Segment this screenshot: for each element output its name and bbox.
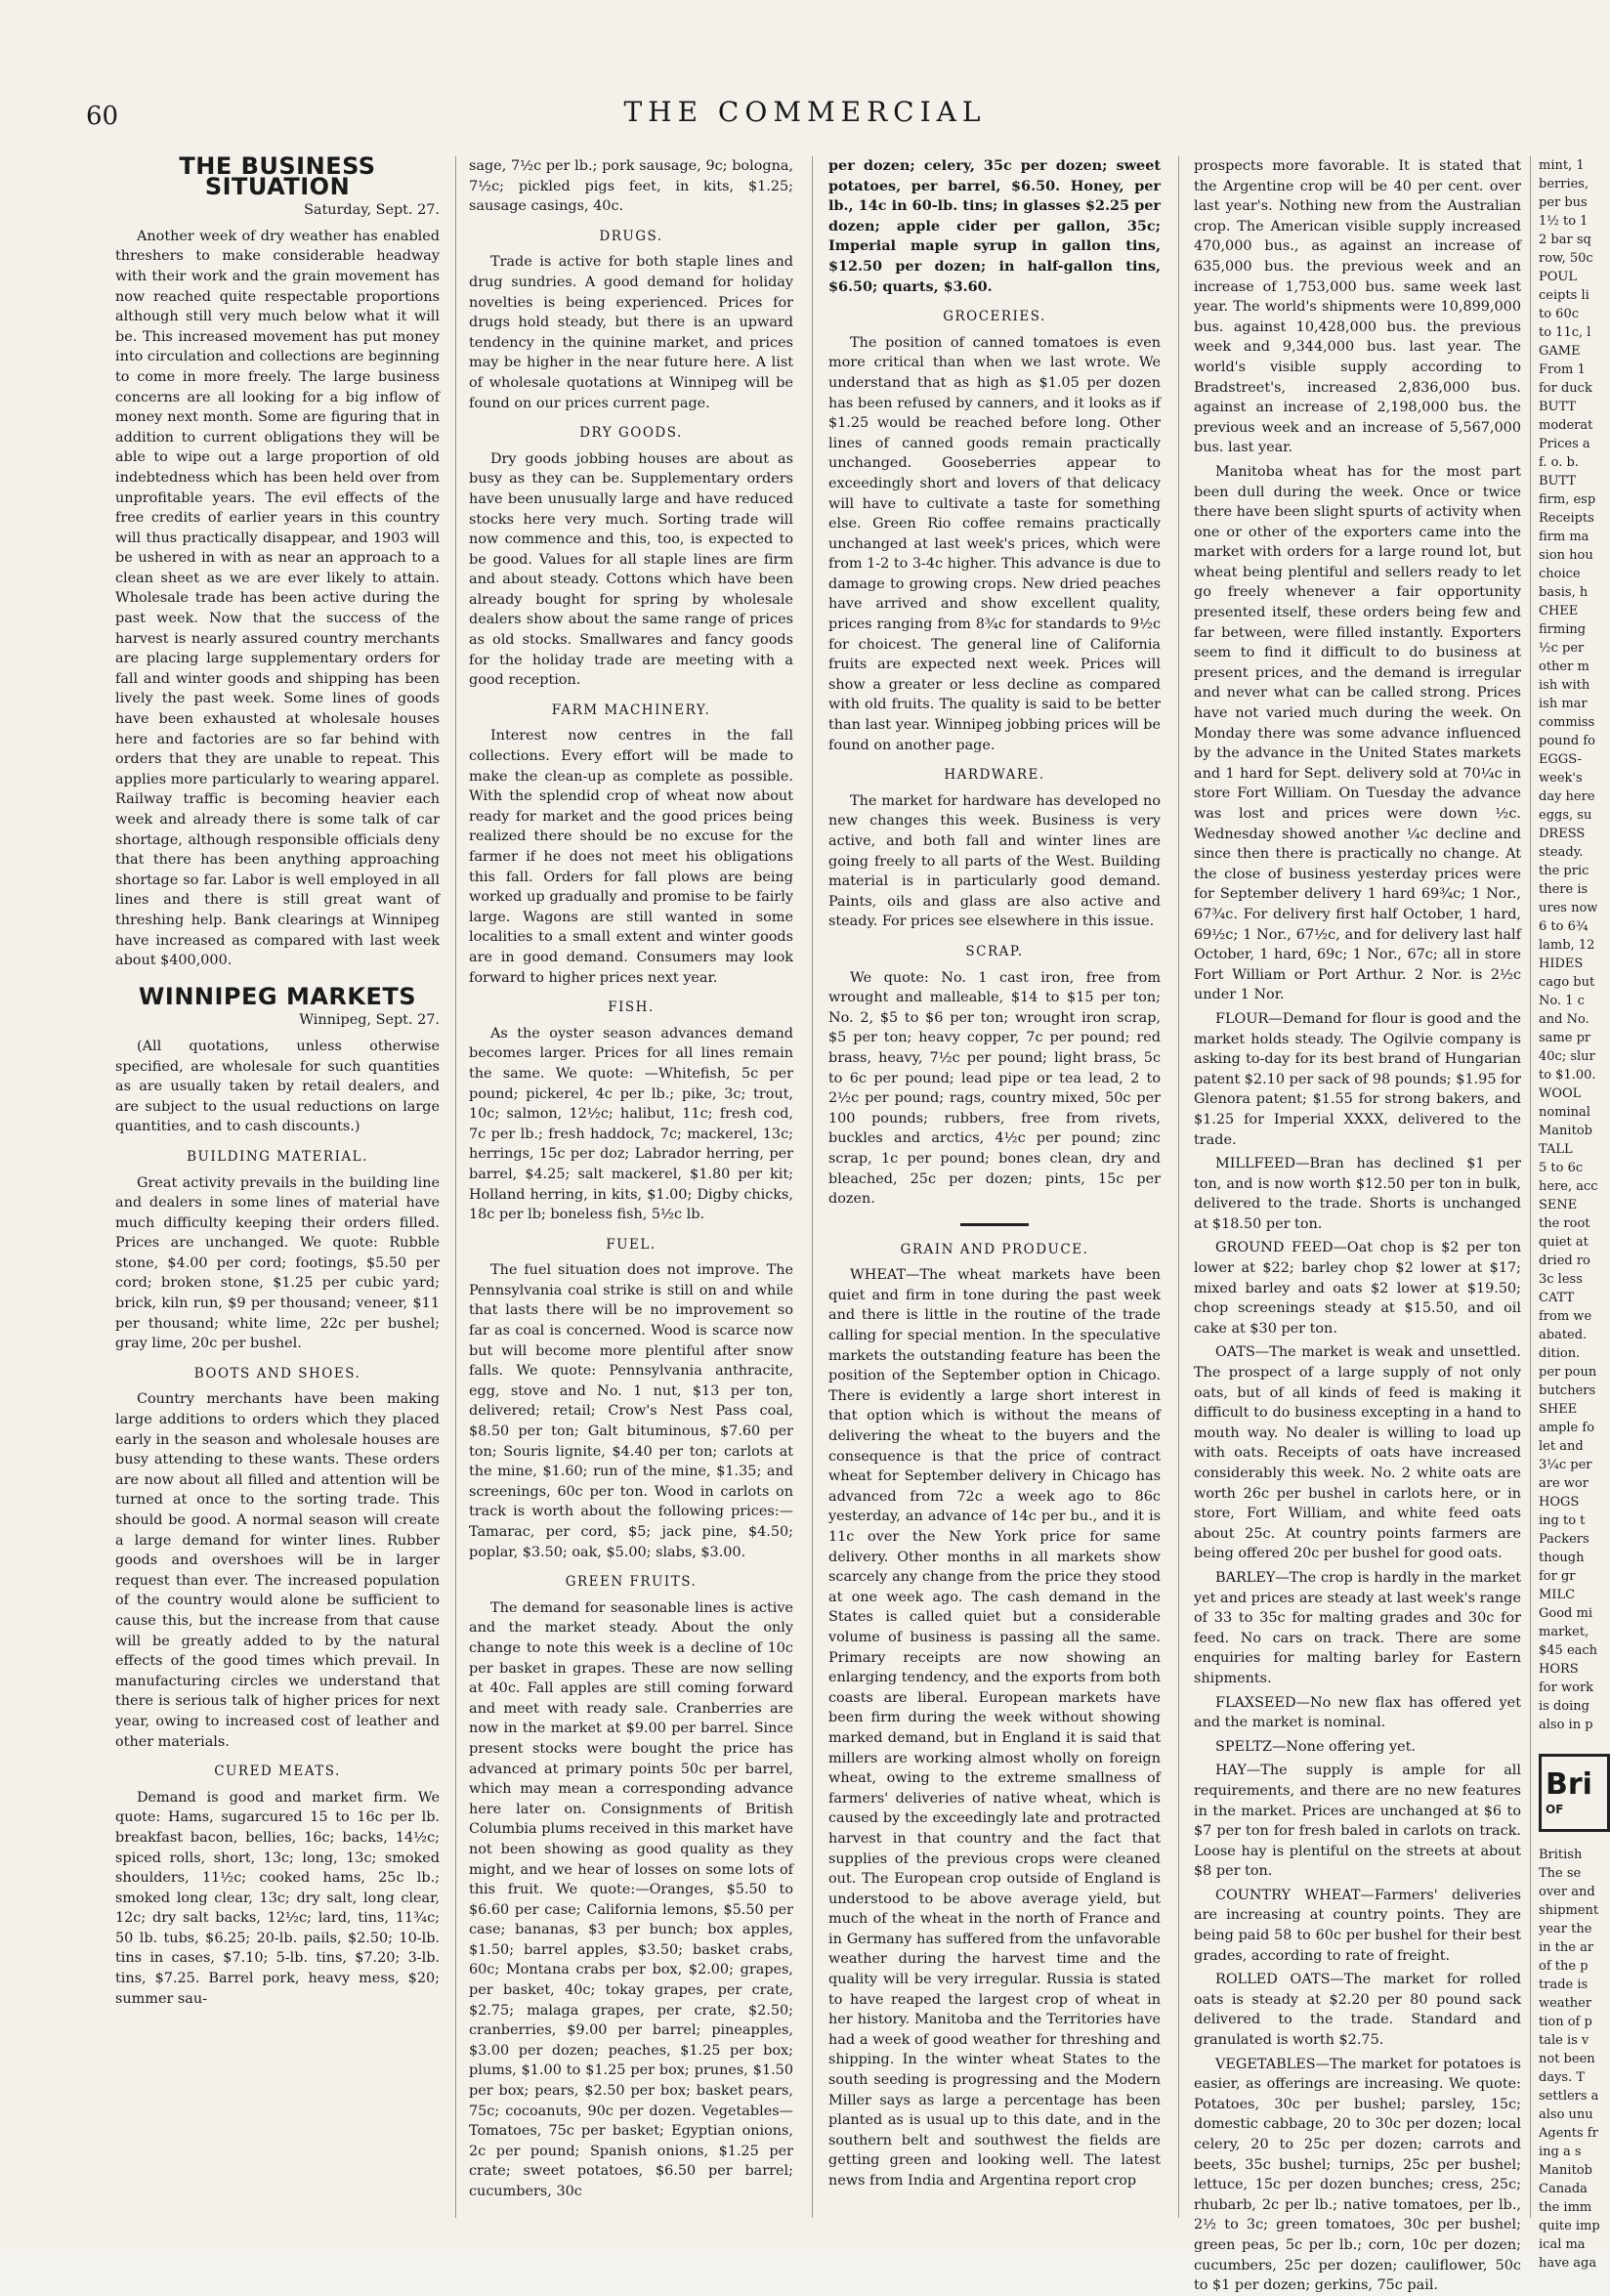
cropped-line: lamb, 12 xyxy=(1539,938,1595,953)
section-text: Trade is active for both staple lines and drug sundries. A good demand for holiday novelties is being experienced. Prices for drugs hold steady, but there is an upward tendency in the quinine market, and prices may be higher in the near future here. A list of wholesale quotations at Winnipeg will be found on our prices current page. xyxy=(469,254,793,411)
cropped-line: BUTT xyxy=(1539,474,1577,489)
cropped-line: ceipts li xyxy=(1539,288,1589,303)
paragraph: ROLLED OATS—The market for rolled oats is steady at $2.20 per 80 pound sack delivered to the trade. Standard and granulated is worth $2.75. xyxy=(1194,1972,1521,2049)
cropped-line: per poun xyxy=(1539,1365,1597,1380)
cropped-line: EGGS- xyxy=(1539,752,1583,767)
cropped-line: Canada xyxy=(1539,2182,1588,2196)
cropped-line: 6 to 6¾ xyxy=(1539,919,1589,934)
cropped-line: choice xyxy=(1539,567,1581,581)
cropped-line: steady. xyxy=(1539,845,1584,860)
section-text: Demand is good and market firm. We quote: Hams, sugarcured 15 to 16c per lb. breakfast bacon, bellies, 16c; backs, 14½c; spiced rolls, short, 13c; long, 13c; smoked shoulders, 11½c; cooked hams, 25c lb.; smoked long clear, 13c; dry salt, long clear, 12c; dry salt backs, 12½c; lard, tins, 11¾c; 50 lb. tubs, $6.25; 20-lb. pails, $2.50; 10-lb. tins in cases, $7.10; 5-lb. tins, $7.20; 3-lb. tins, $7.25. Barrel pork, heavy mess, $20; summer sau- xyxy=(115,1789,440,2007)
cropped-line: From 1 xyxy=(1539,362,1586,377)
masthead: THE COMMERCIAL xyxy=(623,96,987,128)
cropped-line: British xyxy=(1539,1848,1583,1862)
cropped-line: Agents fr xyxy=(1539,2126,1598,2141)
cropped-line: ures now xyxy=(1539,901,1598,915)
cropped-line: Good mi xyxy=(1539,1606,1592,1621)
cropped-line: per bus xyxy=(1539,195,1588,210)
cropped-line: ing a s xyxy=(1539,2145,1582,2159)
paragraph: Manitoba wheat has for the most part been dull during the week. Once or twice there have been slight spurts of activity when one or other of the exporters came into the market with orders for a large round lot, but wheat being plentiful and sellers ready to let go freely whenever a fair opportunity presented itself, these orders being few and far between, were filled instantly. Exporters seem to find it difficult to do business at present prices, and the demand is irregular and never what can be called strong. Prices have not varied much during the week. On Monday there was some advance influenced by the advance in the United States markets and 1 hard for Sept. delivery sold at 70¼c in store Fort William. On Tuesday the advance was lost and prices were down ½c. Wednesday showed another ¼c decline and since then there is practically no change. At the close of business yesterday prices were for September delivery 1 hard 69¾c; 1 Nor., 67¾c. For delivery first half October, 1 hard, 69½c; 1 Nor., 67½c, and for delivery last half October, 1 hard, 69c; 1 Nor., 67c; all in store Fort William or Port Arthur. 2 Nor. is 2½c under 1 Nor. xyxy=(1194,463,1521,1003)
cropped-line: quite imp xyxy=(1539,2219,1600,2233)
cropped-line: settlers a xyxy=(1539,2089,1599,2104)
cropped-line: dition. xyxy=(1539,1346,1581,1361)
cropped-line: abated. xyxy=(1539,1328,1588,1342)
advert-box xyxy=(1539,1754,1610,1832)
column-rule xyxy=(1178,156,1179,2218)
cropped-line: there is xyxy=(1539,882,1589,897)
section-text: The demand for seasonable lines is active and the market steady. About the only change to note this week is a decline of 10c per basket in grapes. These are now selling at 40c. Fall apples are still coming forward and meet with ready sale. Cranberries are now in the market at $9.00 per barrel. Since present stocks were bought the price has advanced at primary points 50c per barrel, which may mean a corresponding advance here later on. Consignments of British Columbia plums received in this market have not been showing as good quality as they might, and we hear of losses on some lots of this fruit. We quote:—Oranges, $5.50 to $6.60 per case; California lemons, $5.50 per case; bananas, $3 per bunch; box apples, $1.50; barrel apples, $3.50; basket crabs, 60c; Montana crabs per box, $2.00; grapes, per basket, 40c; tokay grapes, per crate, $2.75; malaga grapes, per crate, $2.50; cranberries, $9.00 per barrel; pineapples, $3.00 per dozen; peaches, $1.25 per box; plums, $1.00 to $1.25 per box; prunes, $1.50 per box; pears, $2.50 per box; basket pears, 75c; cocoanuts, 90c per dozen. Vegetables—Tomatoes, 75c per basket; Egyptian onions, 2c per pound; Spanish onions, $1.25 per crate; sweet potatoes, $6.50 per barrel; cucumbers, 30c xyxy=(469,1599,793,2199)
paragraph: VEGETABLES—The market for potatoes is easier, as offerings are increasing. We quote: Potatoes, 30c per bushel; parsley, 15c; domestic cabbage, 20 to 30c per dozen; local celery, 20 to 25c per dozen; carrots and beets, 35c bushel; turnips, 25c per bushel; lettuce, 15c per dozen bunches; cress, 25c; rhubarb, 2c per lb.; native tomatoes, per lb., 2½ to 3c; green tomatoes, 30c per bushel; green peas, 5c per lb.; corn, 10c per dozen; cucumbers, 25c per dozen; cauliflower, 50c to $1 per dozen; gerkins, 75c pail. xyxy=(1194,2056,1521,2294)
cropped-line: row, 50c xyxy=(1539,251,1593,266)
cropped-line: firm ma xyxy=(1539,530,1589,544)
cropped-line: butchers xyxy=(1539,1383,1596,1398)
paragraph: MILLFEED—Bran has declined $1 per ton, and is now worth $12.50 per ton in bulk, delivered to the trade. Shorts is unchanged at $18.50 per ton. xyxy=(1194,1156,1521,1232)
paragraph: OATS—The market is weak and unsettled. The prospect of a large supply of not only oats, but of all kinds of feed is making it difficult to do business excepting in a hand to mouth way. No dealer is willing to load up with oats. Receipts of oats have increased considerably this week. No. 2 white oats are worth 26c per bushel in carlots here, or in store, Fort William, and white feed oats about 25c. At country points farmers are being offered 20c per bushel for good oats. xyxy=(1194,1344,1521,1562)
cropped-line: dried ro xyxy=(1539,1254,1590,1268)
cropped-line: market, xyxy=(1539,1625,1589,1639)
business-paragraph: Another week of dry weather has enabled threshers to make considerable headway with their work and the grain movement has now reached quite respectable proportions although still very much below what it will be. This increased movement has put money into circulation and collections are beginning to come in more freely. The large business concerns are all looking for a big inflow of money next month. Some are figuring that in addition to current obligations they will be able to wipe out a large proportion of old indebtedness which has been held over from unprofitable years. The evil effects of the free credits of earlier years in this country will thus practically disappear, and 1903 will be ushered in with as near an approach to a clean sheet as we are ever likely to attain. Wholesale trade has been active during the past week. Now that the success of the harvest is nearly assured country merchants are placing large supplementary orders for fall and winter goods and shipping has been lively the past week. Some lines of goods have been exhausted at wholesale houses here and factories are so far behind with orders that they are unable to repeat. This applies more particularly to wearing apparel. Railway traffic is becoming heavier each week and already there is some talk of car shortage, although responsible officials deny that there has been anything approaching shortage so far. Labor is well employed in all lines and there is still great want of threshing help. Bank clearings at Winnipeg have increased as compared with last week about $400,000. xyxy=(115,228,440,969)
cropped-line: eggs, su xyxy=(1539,808,1592,823)
advert-subtitle: OF xyxy=(1546,1803,1564,1816)
paragraph: HAY—The supply is ample for all requirements, and there are no new features in the market. Prices are unchanged at $6 to $7 per ton for fresh baled in carlots on track. Loose hay is plentiful on the streets at about $8 per ton. xyxy=(1194,1763,1521,1880)
cropped-line: same pr xyxy=(1539,1031,1591,1045)
section-heading: FARM MACHINERY. xyxy=(551,702,711,718)
cropped-line: to $1.00. xyxy=(1539,1068,1596,1083)
cropped-line: week's xyxy=(1539,771,1583,786)
continued-text: prospects more favorable. It is stated that the Argentine crop will be 40 per cent. over last year's. Nothing new from the Australian crop. The American visible supply increased 470,000 bus., as against an increase of 635,000 bus. the previous week and an increase of 1,753,000 bus. same week last year. The world's shipments were 10,899,000 bus. against 10,428,000 bus. the previous week and 9,344,000 bus. last year. The world's visible supply according to Bradstreet's, increased 2,836,000 bus. against an increase of 2,198,000 bus. the previous week and an increase of 5,567,000 bus. last year. xyxy=(1194,158,1521,456)
section-heading: GREEN FRUITS. xyxy=(565,1574,698,1591)
cropped-line: firming xyxy=(1539,622,1587,637)
cropped-line: 5 to 6c xyxy=(1539,1161,1584,1175)
cropped-line: berries, xyxy=(1539,177,1589,191)
cropped-line: the pric xyxy=(1539,864,1589,878)
cropped-line: also unu xyxy=(1539,2107,1593,2122)
cropped-line: also in p xyxy=(1539,1718,1593,1732)
section-heading: SCRAP. xyxy=(965,943,1024,959)
column-2 xyxy=(469,156,793,2237)
cropped-line: Manitob xyxy=(1539,1124,1592,1138)
cropped-line: trade is xyxy=(1539,1977,1589,1992)
column-rule xyxy=(1530,156,1531,2218)
cropped-line: HOGS xyxy=(1539,1495,1580,1509)
cropped-line: nominal xyxy=(1539,1105,1590,1120)
cropped-line: HORS xyxy=(1539,1662,1579,1677)
cropped-line: though xyxy=(1539,1551,1585,1565)
paragraph: SPELTZ—None offering yet. xyxy=(1215,1738,1416,1755)
cropped-line: CATT xyxy=(1539,1291,1575,1305)
cropped-line: to 11c, l xyxy=(1539,325,1591,340)
section-text: The position of canned tomatoes is even more critical than when we last wrote. We understand that as high as $1.05 per dozen has been refused by canners, and it looks as if $1.25 would be reached before long. Other lines of canned goods remain practically unchanged. Gooseberries appear to exceedingly short and lovers of that delicacy will have to cultivate a taste for something else. Green Rio coffee remains practically unchanged at last week's prices, which were from 1-2 to 3-4c higher. This advance is due to damage to growing crops. New dried peaches have arrived and show excellent quality, prices ranging from 8¾c for standards to 9½c for choicest. The general line of California fruits are expected next week. Prices will show a greater or less decline as compared with old fruits. The quality is said to be better than last year. Winnipeg jobbing prices will be found on another page. xyxy=(828,334,1161,753)
cropped-lines-bottom xyxy=(1539,1846,1610,2273)
cropped-line: 40c; slur xyxy=(1539,1049,1595,1064)
paragraph: FLAXSEED—No new flax has offered yet and the market is nominal. xyxy=(1194,1694,1521,1731)
continued-text: sage, 7½c per lb.; pork sausage, 9c; bologna, 7½c; pickled pigs feet, in kits, $1.25; sausage casings, 40c. xyxy=(469,158,793,215)
cropped-line: here, acc xyxy=(1539,1179,1598,1194)
cropped-line: ical ma xyxy=(1539,2237,1586,2252)
section-heading: DRY GOODS. xyxy=(579,425,683,442)
column-rule xyxy=(455,156,456,2218)
cropped-line: not been xyxy=(1539,2052,1595,2066)
section-text: Great activity prevails in the building line and dealers in some lines of material have much difficulty keeping their orders filled. Prices are unchanged. We quote: Rubble stone, $4.00 per cord; footings, $5.50 per cord; broken stone, $1.25 per cubic yard; brick, kiln run, $9 per thousand; veneer, $11 per thousand; white lime, 22c per bushel; gray lime, 20c per bushel. xyxy=(115,1174,440,1352)
business-situation-headline: THE BUSINESS SITUATION xyxy=(179,152,376,200)
paragraph: BARLEY—The crop is hardly in the market yet and prices are steady at last week's range of 33 to 35c for malting grades and 30c for feed. No cars on track. There are some enquiries for malting barley for Eastern shipments. xyxy=(1194,1569,1521,1686)
cropped-line: day here xyxy=(1539,789,1595,804)
markets-dateline: Winnipeg, Sept. 27. xyxy=(299,1012,440,1029)
cropped-line: the root xyxy=(1539,1216,1590,1231)
section-text: Country merchants have been making large additions to orders which they placed early in the season and wholesale houses are busy attending to these wants. These orders are now about all filled and attention will be turned at once to the sorting trade. This should be good. A normal season will create a large demand for winter lines. Rubber goods and overshoes will be in larger request than ever. The increased population of the country would alone be sufficient to cause this, but the increase from that cause will be greatly added to by the natural effects of the good times which prevail. In manufacturing circles we understand that there is serious talk of higher prices for next year, owing to increased cost of leather and other materials. xyxy=(115,1391,440,1750)
cropped-line: to 60c xyxy=(1539,307,1580,321)
cropped-line: in the ar xyxy=(1539,1940,1594,1955)
column-5-cropped xyxy=(1539,156,1610,2271)
cropped-line: ½c per xyxy=(1539,641,1585,656)
cropped-line: for duck xyxy=(1539,381,1592,396)
cropped-line: and No. xyxy=(1539,1012,1589,1027)
cropped-line: SHEE xyxy=(1539,1402,1578,1417)
continued-text: per dozen; celery, 35c per dozen; sweet potatoes, per barrel, $6.50. Honey, per lb., 14c in 60-lb. tins; in glasses $2.25 per dozen; apple cider per gallon, 35c; Imperial maple syrup in gallon tins, $12.50 per dozen; in half-gallon tins, $6.50; quarts, $3.60. xyxy=(828,157,1161,295)
cropped-line: quiet at xyxy=(1539,1235,1589,1250)
cropped-line: shipment xyxy=(1539,1903,1599,1918)
cropped-line: CHEE xyxy=(1539,604,1579,618)
cropped-lines-top xyxy=(1539,156,1610,1734)
page-header xyxy=(0,96,1610,135)
cropped-line: TALL xyxy=(1539,1142,1573,1157)
section-heading: BOOTS AND SHOES. xyxy=(193,1365,361,1382)
cropped-line: pound fo xyxy=(1539,734,1595,748)
section-text: The fuel situation does not improve. The Pennsylvania coal strike is still on and while that lasts there will be no improvement so far as coal is concerned. Wood is scarce now but will become more plentiful after snow falls. We quote: Pennsylvania anthracite, egg, stove and No. 1 nut, $13 per ton, delivered; retail; Crow's Nest Pass coal, $8.50 per ton; Galt bituminous, $7.60 per ton; Souris lignite, $4.40 per ton; carlots at the mine, $1.60; run of the mine, $1.35; and screenings, 60c per ton. Wood in carlots on track is worth about the following prices:—Tamarac, per cord, $5; jack pine, $4.50; poplar, $3.50; oak, $5.00; slabs, $3.00. xyxy=(469,1262,793,1560)
section-divider xyxy=(960,1223,1029,1226)
column-3 xyxy=(828,156,1161,2237)
cropped-line: let and xyxy=(1539,1439,1584,1454)
column-1 xyxy=(115,152,440,2237)
cropped-line: f. o. b. xyxy=(1539,455,1579,470)
cropped-line: Manitob xyxy=(1539,2163,1592,2178)
cropped-line: is doing xyxy=(1539,1699,1589,1714)
cropped-line: POUL xyxy=(1539,270,1577,284)
page-number: 60 xyxy=(86,102,119,131)
section-text: The market for hardware has developed no new changes this week. Business is very active, and both fall and winter lines are going freely to all parts of the West. Building material is in particularly good demand. Paints, oils and glass are also active and steady. For prices see elsewhere in this issue. xyxy=(828,792,1161,930)
cropped-line: 1½ to 1 xyxy=(1539,214,1589,229)
cropped-line: $45 each xyxy=(1539,1643,1598,1658)
markets-note: (All quotations, unless otherwise specified, are wholesale for such quantities as are usually taken by retail dealers, and are subject to the usual reductions on large quantities, and to cash discounts.) xyxy=(115,1038,440,1135)
paragraph: COUNTRY WHEAT—Farmers' deliveries are increasing at country points. They are being paid 58 to 60c per bushel for their best grades, according to rate of freight. xyxy=(1194,1887,1521,1964)
cropped-line: of the p xyxy=(1539,1959,1589,1974)
cropped-line: SENE xyxy=(1539,1198,1578,1212)
cropped-line: ample fo xyxy=(1539,1421,1595,1435)
cropped-line: cago but xyxy=(1539,975,1595,990)
cropped-line: over and xyxy=(1539,1885,1595,1899)
cropped-line: BUTT xyxy=(1539,400,1577,414)
cropped-line: Packers xyxy=(1539,1532,1589,1547)
cropped-line: other m xyxy=(1539,659,1589,674)
cropped-line: have aga xyxy=(1539,2256,1597,2271)
advert-title: Bri xyxy=(1546,1767,1592,1802)
paragraph: FLOUR—Demand for flour is good and the market holds steady. The Ogilvie company is asking to-day for its best brand of Hungarian patent $2.10 per sack of 98 pounds; $1.95 for Glenora patent; $1.55 for strong bakers, and $1.25 for Imperial XXXX, delivered to the trade. xyxy=(1194,1010,1521,1148)
cropped-line: MILC xyxy=(1539,1588,1576,1602)
cropped-line: Receipts xyxy=(1539,511,1594,526)
cropped-line: DRESS xyxy=(1539,827,1586,841)
section-text: Interest now centres in the fall collections. Every effort will be made to make the clean-up as complete as possible. With the splendid crop of wheat now about ready for market and the good prices being realized there should be no excuse for the farmer if he does not meet his obligations this fall. Orders for fall plows are being worked up gradually and promise to be fairly large. Wagons are still wanted in some localities to a small extent and winter goods are in good demand. Consumers may look forward to higher prices next year. xyxy=(469,728,793,986)
cropped-line: tale is v xyxy=(1539,2033,1589,2048)
winnipeg-markets-headline: WINNIPEG MARKETS xyxy=(138,982,417,1010)
cropped-line: mint, 1 xyxy=(1539,158,1585,173)
column-rule xyxy=(812,156,813,2218)
cropped-line: 3¼c per xyxy=(1539,1458,1592,1472)
cropped-line: the imm xyxy=(1539,2200,1592,2215)
section-text: We quote: No. 1 cast iron, free from wrought and malleable, $14 to $15 per ton; No. 2, $5 to $6 per ton; wrought iron scrap, $5 per ton; heavy copper, 7c per pound; red brass, heavy, 7½c per pound; light brass, 5c to 6c per pound; lead pipe or tea lead, 2 to 2½c per pound; rags, country mixed, 50c per 100 pounds; rubbers, free from rivets, buckles and arctics, 4½c per pound; zinc scrap, 1c per pound; bones clean, dry and bleached, 25c per dozen; pints, 15c per dozen. xyxy=(828,969,1161,1208)
cropped-line: ing to t xyxy=(1539,1513,1586,1528)
cropped-line: No. 1 c xyxy=(1539,994,1585,1008)
section-text: Dry goods jobbing houses are about as busy as they can be. Supplementary orders have been unusually large and have reduced stocks here very much. Sorting trade will now commence and this, too, is expected to be good. Values for all staple lines are firm and about steady. Cottons which have been already bought for spring by wholesale dealers show about the same range of prices as old stocks. Smallwares and fancy goods for the holiday trade are meeting with a good reception. xyxy=(469,450,793,689)
cropped-line: tion of p xyxy=(1539,2015,1592,2029)
section-heading: FUEL. xyxy=(606,1236,657,1253)
section-text: As the oyster season advances demand becomes larger. Prices for all lines remain the same. We quote: —Whitefish, 5c per pound; pickerel, 4c per lb.; pike, 3c; trout, 10c; salmon, 12½c; halibut, 11c; fresh cod, 7c per lb.; fresh haddock, 7c; mackerel, 13c; herrings, 15c per doz; Labrador herring, per barrel, $4.25; salt mackerel, $1.80 per kit; Holland herring, in kits, $1.00; Digby chicks, 18c per lb; boneless fish, 5½c lb. xyxy=(469,1025,793,1223)
cropped-line: from we xyxy=(1539,1309,1592,1324)
section-heading: FISH. xyxy=(608,999,655,1016)
cropped-line: days. T xyxy=(1539,2070,1586,2085)
section-heading: BUILDING MATERIAL. xyxy=(187,1148,368,1165)
cropped-line: WOOL xyxy=(1539,1086,1582,1101)
cropped-line: for work xyxy=(1539,1680,1594,1695)
cropped-line: 2 bar sq xyxy=(1539,233,1591,247)
section-heading: GRAIN AND PRODUCE. xyxy=(900,1241,1089,1257)
cropped-line: GAME xyxy=(1539,344,1581,359)
cropped-line: for gr xyxy=(1539,1569,1576,1584)
cropped-line: year the xyxy=(1539,1922,1592,1936)
cropped-line: basis, h xyxy=(1539,585,1589,600)
cropped-line: ish mar xyxy=(1539,697,1588,711)
cropped-line: ish with xyxy=(1539,678,1590,693)
section-heading: DRUGS. xyxy=(599,228,663,244)
cropped-line: Prices a xyxy=(1539,437,1590,451)
cropped-line: The se xyxy=(1539,1866,1582,1881)
cropped-line: HIDES xyxy=(1539,957,1584,971)
cropped-line: are wor xyxy=(1539,1476,1589,1491)
cropped-line: moderat xyxy=(1539,418,1593,433)
cropped-line: 3c less xyxy=(1539,1272,1583,1287)
section-heading: CURED MEATS. xyxy=(214,1764,341,1780)
cropped-line: weather xyxy=(1539,1996,1592,2011)
section-heading: GROCERIES. xyxy=(943,309,1046,325)
section-text: WHEAT—The wheat markets have been quiet and firm in tone during the past week and there is little in the routine of the trade calling for special mention. In the speculative markets the outstanding feature has been the position of the September option in Chicago. There is evidently a large short interest in that option which is without the means of delivering the wheat to the buyers and the consequence is that the price of contract wheat for September delivery in Chicago has advanced from 72c a week ago to 86c yesterday, an advance of 14c per bu., and it is 11c over the New York price for same delivery. Other months in all markets show scarcely any change from the price they stood at one week ago. The cash demand in the States is called quiet but a considerable volume of business is passing all the same. Primary receipts are now showing an enlarging tendency, and the exports from both coasts are liberal. European markets have been firm during the week without showing marked demand, but in England it is said that millers are working almost wholly on foreign wheat, owing to the extreme smallness of farmers' deliveries of native wheat, which is caused by the exceedingly late and protracted harvest in that country and the fact that supplies of the previous crops were cleaned out. The European crop outside of England is understood to be above average yield, but much of the wheat in the north of France and in Germany has suffered from the unfavorable weather during the harvest time and the quality will be very irregular. Russia is stated to have reaped the largest crop of wheat in her history. Manitoba and the Territories have had a week of good weather for threshing and shipping. In the winter wheat States to the south seeding is progressing and the Modern Miller says as large a percentage has been planted as is usual up to this date, and in the southern belt and southwest the fields are getting green and looking well. The latest news from India and Argentina report crop xyxy=(828,1267,1161,2189)
cropped-line: commiss xyxy=(1539,715,1595,730)
cropped-line: sion hou xyxy=(1539,548,1593,563)
business-dateline: Saturday, Sept. 27. xyxy=(304,202,440,219)
section-heading: HARDWARE. xyxy=(944,767,1045,784)
paragraph: GROUND FEED—Oat chop is $2 per ton lower at $22; barley chop $2 lower at $17; mixed barley and oats $2 lower at $19.50; chop screenings steady at $15.50, and oil cake at $30 per ton. xyxy=(1194,1240,1521,1337)
column-4 xyxy=(1194,156,1521,2294)
cropped-line: firm, esp xyxy=(1539,492,1596,507)
